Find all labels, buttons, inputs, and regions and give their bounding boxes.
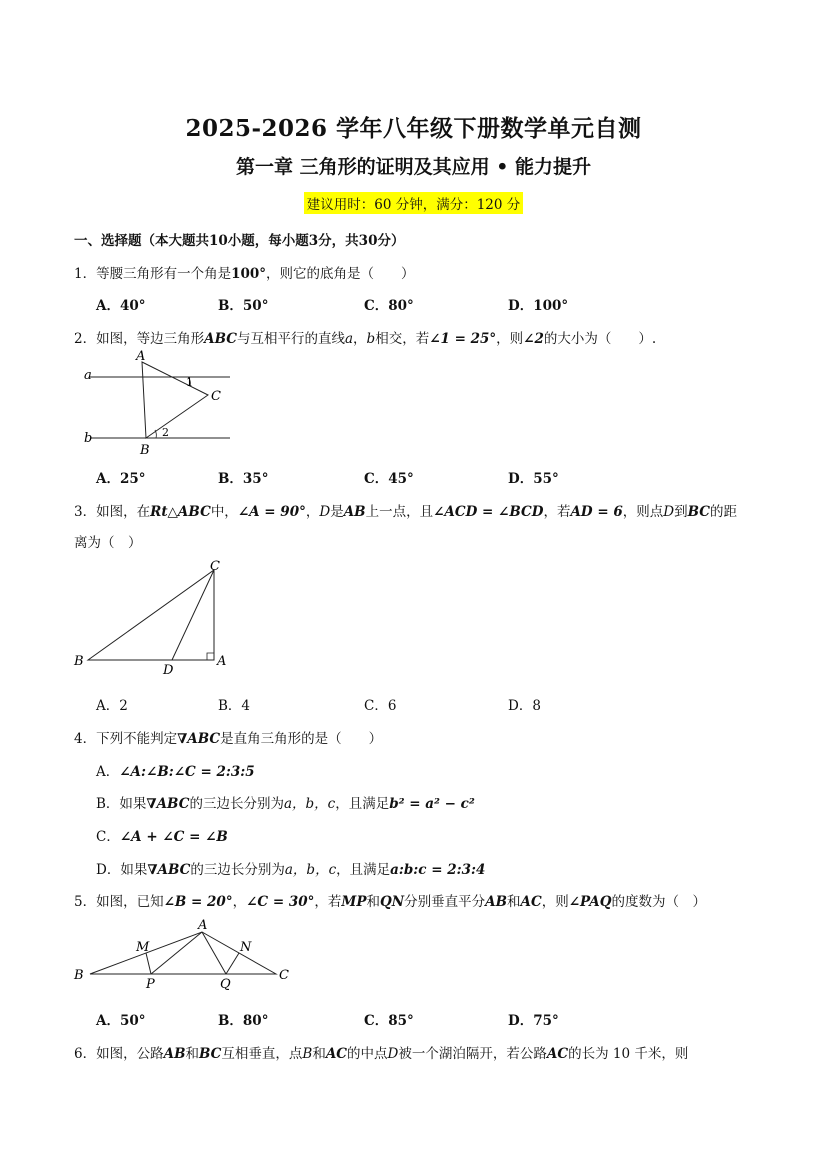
q5-math-mp: MP: [341, 894, 367, 910]
q5-text-b: ，: [232, 894, 247, 910]
q5-text-e: 分别垂直平分: [404, 894, 486, 910]
q4-d-math2: a:b:c = 2:3:4: [390, 862, 486, 878]
q3-number: 3．: [74, 504, 97, 520]
q6-text-c: 互相垂直，点: [221, 1046, 303, 1062]
q5-figure: [70, 915, 296, 991]
q3-text-b: 中，: [210, 504, 238, 520]
label-b: B: [74, 968, 84, 983]
q1-math: 100°: [231, 266, 267, 282]
q4-d-vars: a，b，c: [284, 862, 337, 878]
q5-option-d[interactable]: D．75°: [508, 1013, 559, 1029]
label-b: b: [84, 431, 93, 446]
q3-math-ab: AB: [343, 504, 366, 520]
label-angle-1: 1: [186, 376, 193, 389]
label-vertex-a: A: [136, 349, 146, 364]
question-1: [74, 262, 415, 282]
q2-math-angle2: ∠2: [523, 331, 544, 347]
q2-text-e: ，则: [496, 331, 524, 347]
segment-cd: [172, 570, 214, 660]
page-subtitle: 第一章 三角形的证明及其应用 • 能力提升: [236, 156, 591, 178]
q2-option-d[interactable]: D．55°: [508, 471, 559, 487]
q4-text-b: 是直角三角形的是（ ）: [220, 731, 383, 747]
q1-text-a: 等腰三角形有一个角是: [96, 266, 232, 282]
q6-text-d: 和: [312, 1046, 326, 1062]
q6-text-f: 被一个湖泊隔开，若公路: [398, 1046, 547, 1062]
label-p: P: [146, 977, 155, 991]
label-a: A: [198, 918, 208, 933]
q1-text-b: ，则它的底角是（ ）: [266, 266, 415, 282]
q4-b-text2: ，且满足: [335, 796, 390, 812]
label-b: B: [74, 654, 84, 669]
q3-option-c[interactable]: C．6: [364, 698, 397, 714]
page-title: 2025-2026 学年八年级下册数学单元自测: [185, 115, 642, 142]
q3-var-d: D: [319, 504, 331, 520]
q5-text-a: 如图，已知: [96, 894, 164, 910]
q3-text-d: 是: [330, 504, 344, 520]
label-d: D: [163, 663, 174, 678]
q6-text-e: 的中点: [347, 1046, 388, 1062]
q5-math-c: ∠C = 30°: [246, 894, 315, 910]
q5-math-ab: AB: [485, 894, 507, 910]
q4-option-c[interactable]: [96, 825, 228, 845]
question-2: [74, 327, 656, 347]
question-3: [74, 500, 737, 520]
label-c: C: [279, 968, 289, 983]
label-vertex-b: B: [140, 443, 150, 458]
q5-option-b[interactable]: B．80°: [218, 1013, 269, 1029]
q1-option-a[interactable]: A．40°: [96, 298, 146, 314]
label-angle-2: 2: [162, 426, 169, 439]
q5-math-qn: QN: [380, 894, 405, 910]
q2-text-a: 如图，等边三角形: [96, 331, 205, 347]
q5-text-d: 和: [366, 894, 380, 910]
q1-option-b[interactable]: B．50°: [218, 298, 269, 314]
label-n: N: [240, 940, 252, 955]
q4-math-abc: ∇ABC: [177, 731, 221, 747]
q5-text-g: ，则: [541, 894, 569, 910]
q3-text-i: 的距: [709, 504, 737, 520]
label-vertex-c: C: [211, 389, 221, 404]
q3-math-angle-a: ∠A = 90°: [237, 504, 306, 520]
q2-var-a: a: [344, 331, 354, 347]
q6-var-b: B: [302, 1046, 313, 1062]
q6-number: 6．: [74, 1046, 97, 1062]
q3-math-angles: ∠ACD = ∠BCD: [433, 504, 544, 520]
q3-figure: [72, 558, 232, 680]
q4-b-label: B．如果: [96, 796, 147, 812]
label-q: Q: [220, 977, 231, 991]
question-5: [74, 890, 706, 910]
q2-text-b: 与互相平行的直线: [236, 331, 345, 347]
q6-math-bc: BC: [198, 1046, 222, 1062]
q2-figure: [80, 348, 240, 460]
q1-number: 1．: [74, 266, 97, 282]
right-angle-mark: [207, 653, 214, 660]
q4-d-text1: 的三边长分别为: [190, 862, 285, 878]
q2-number: 2．: [74, 331, 97, 347]
q3-math-ad: AD = 6: [570, 504, 623, 520]
q2-text-f: 的大小为（ ）.: [543, 331, 657, 347]
q6-math-ac: AC: [325, 1046, 348, 1062]
q5-option-a[interactable]: A．50°: [96, 1013, 146, 1029]
suggestion-wrap: [0, 192, 827, 214]
q4-d-math1: ∇ABC: [147, 862, 191, 878]
suggested-time-banner: 建议用时：60 分钟，满分：120 分: [304, 192, 524, 214]
label-a: A: [217, 654, 227, 669]
q2-option-a[interactable]: A．25°: [96, 471, 146, 487]
q3-text-h: 到: [674, 504, 688, 520]
q4-b-text1: 的三边长分别为: [189, 796, 284, 812]
triangle-abc: [142, 362, 208, 438]
label-a: a: [84, 368, 92, 383]
q3-option-a[interactable]: A．2: [96, 698, 128, 714]
q4-option-d[interactable]: [96, 858, 485, 878]
q4-d-text2: ，且满足: [336, 862, 391, 878]
q1-option-c[interactable]: C．80°: [364, 298, 414, 314]
segment-qn: [226, 953, 239, 974]
q5-number: 5．: [74, 894, 97, 910]
q4-option-b[interactable]: [96, 792, 475, 812]
q4-c-label: C．: [96, 829, 120, 845]
q3-text-g: ，则点: [622, 504, 664, 520]
q2-text-d: 相交，若: [375, 331, 430, 347]
q4-a-label: A．: [96, 764, 120, 780]
q4-text-a: 下列不能判定: [96, 731, 178, 747]
q4-d-label: D．如果: [96, 862, 148, 878]
q2-var-b: b: [366, 331, 376, 347]
segment-ap: [151, 932, 202, 974]
q4-c-math: ∠A + ∠C = ∠B: [119, 829, 228, 845]
q5-option-c[interactable]: C．85°: [364, 1013, 414, 1029]
q6-text-g: 的长为 10 千米，则: [568, 1046, 689, 1062]
q4-b-vars: a，b，c: [283, 796, 336, 812]
q3-text-e: 上一点，且: [365, 504, 434, 520]
q4-b-math1: ∇ABC: [146, 796, 190, 812]
q2-math-abc: ABC: [204, 331, 237, 347]
q2-option-c[interactable]: C．45°: [364, 471, 414, 487]
q3-text-f: ，若: [543, 504, 571, 520]
q3-text-c: ，: [305, 504, 320, 520]
q5-math-paq: ∠PAQ: [568, 894, 612, 910]
question-6: [74, 1042, 688, 1062]
q3-option-d[interactable]: D．8: [508, 698, 541, 714]
q2-option-b[interactable]: B．35°: [218, 471, 269, 487]
q6-math-ac2: AC: [546, 1046, 569, 1062]
q5-math-b: ∠B = 20°: [163, 894, 233, 910]
q4-number: 4．: [74, 731, 97, 747]
q3-text-a: 如图，在: [96, 504, 151, 520]
q3-option-b[interactable]: B．4: [218, 698, 251, 714]
q4-option-a[interactable]: [96, 760, 255, 780]
q4-b-math2: b² = a² − c²: [389, 796, 475, 812]
section-heading: 一、选择题（本大题共10小题，每小题3分，共30分）: [74, 233, 405, 249]
q5-math-ac: AC: [520, 894, 542, 910]
q6-text-b: 和: [185, 1046, 199, 1062]
q1-option-d[interactable]: D．100°: [508, 298, 569, 314]
label-m: M: [136, 940, 150, 955]
q2-text-c: ，: [353, 331, 367, 347]
q3-math-rt: Rt△ABC: [150, 504, 211, 520]
q2-math-angle1: ∠1 = 25°: [429, 331, 497, 347]
q3-math-bc: BC: [687, 504, 710, 520]
label-c: C: [210, 559, 220, 574]
question-4: [74, 727, 382, 747]
q4-a-math: ∠A:∠B:∠C = 2:3:5: [119, 764, 255, 780]
q3-line-2: 离为（ ）: [74, 535, 142, 551]
q5-text-f: 和: [507, 894, 521, 910]
triangle-bca: [88, 570, 214, 660]
q5-text-c: ，若: [314, 894, 342, 910]
segment-mp: [146, 953, 151, 974]
q3-var-d2: D: [663, 504, 675, 520]
q6-text-a: 如图，公路: [96, 1046, 164, 1062]
q6-math-ab: AB: [163, 1046, 186, 1062]
q5-text-h: 的度数为（ ）: [611, 894, 706, 910]
q6-var-d: D: [387, 1046, 399, 1062]
